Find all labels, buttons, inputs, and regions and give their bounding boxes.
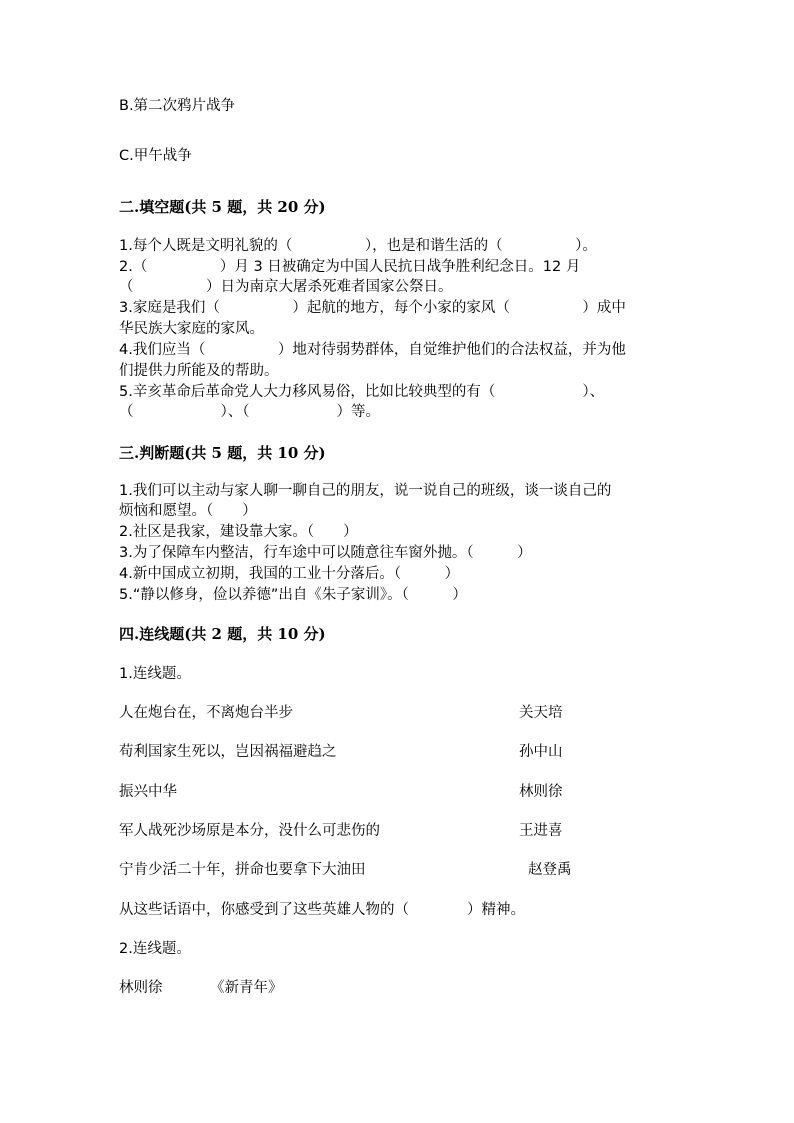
matching-hero-name: 孙中山: [519, 744, 563, 760]
option-c: C.甲午战争: [119, 148, 192, 164]
matching-q2-title: 2.连线题。: [119, 941, 191, 957]
matching-hero-name: 赵登禹: [528, 862, 572, 878]
fill-blank-line: （ ）、（ ）等。: [119, 404, 380, 420]
matching-q2-right: 《新青年》: [210, 980, 283, 996]
matching-summary: 从这些话语中，你感受到了这些英雄人物的（ ）精神。: [119, 902, 525, 918]
matching-quote: 军人战死沙场原是本分，没什么可悲伤的: [119, 823, 380, 839]
judgement-line: 4.新中国成立初期，我国的工业十分落后。（ ）: [119, 566, 460, 582]
matching-hero-name: 王进喜: [519, 823, 563, 839]
matching-quote: 宁肯少活二十年，拼命也要拿下大油田: [119, 862, 366, 878]
fill-blank-line: 1.每个人既是文明礼貌的（ ），也是和谐生活的（ ）。: [119, 238, 597, 254]
section-heading-matching: 四.连线题(共 2 题，共 10 分): [119, 625, 326, 643]
judgement-line: 烦恼和愿望。（ ）: [119, 503, 257, 519]
judgement-line: 2.社区是我家，建设靠大家。（ ）: [119, 524, 358, 540]
matching-quote: 苟利国家生死以，岂因祸福避趋之: [119, 744, 337, 760]
matching-quote: 人在炮台在，不离炮台半步: [119, 705, 293, 721]
fill-blank-line: （ ）日为南京大屠杀死难者国家公祭日。: [119, 279, 453, 295]
matching-hero-name: 关天培: [519, 705, 563, 721]
fill-blank-line: 3.家庭是我们（ ）起航的地方，每个小家的家风（ ）成中: [119, 300, 626, 316]
judgement-line: 1.我们可以主动与家人聊一聊自己的朋友，说一说自己的班级，谈一谈自己的: [119, 483, 612, 499]
section-heading-fill-blank: 二.填空题(共 5 题，共 20 分): [119, 198, 326, 216]
fill-blank-line: 华民族大家庭的家风。: [119, 321, 264, 337]
judgement-line: 3.为了保障车内整洁，行车途中可以随意往车窗外抛。（ ）: [119, 545, 532, 561]
section-heading-judgement: 三.判断题(共 5 题，共 10 分): [119, 444, 326, 462]
fill-blank-line: 2.（ ）月 3 日被确定为中国人民抗日战争胜利纪念日。12 月: [119, 259, 581, 275]
matching-q1-title: 1.连线题。: [119, 666, 191, 682]
option-b: B.第二次鸦片战争: [119, 98, 236, 114]
judgement-line: 5.“静以修身，俭以养德”出自《朱子家训》。（ ）: [119, 587, 467, 603]
matching-quote: 振兴中华: [119, 784, 177, 800]
fill-blank-line: 们提供力所能及的帮助。: [119, 363, 279, 379]
fill-blank-line: 4.我们应当（ ）地对待弱势群体，自觉维护他们的合法权益，并为他: [119, 342, 626, 358]
fill-blank-line: 5.辛亥革命后革命党人大力移风易俗，比如比较典型的有（ ）、: [119, 384, 605, 400]
matching-hero-name: 林则徐: [519, 784, 563, 800]
matching-q2-left: 林则徐: [119, 980, 163, 996]
